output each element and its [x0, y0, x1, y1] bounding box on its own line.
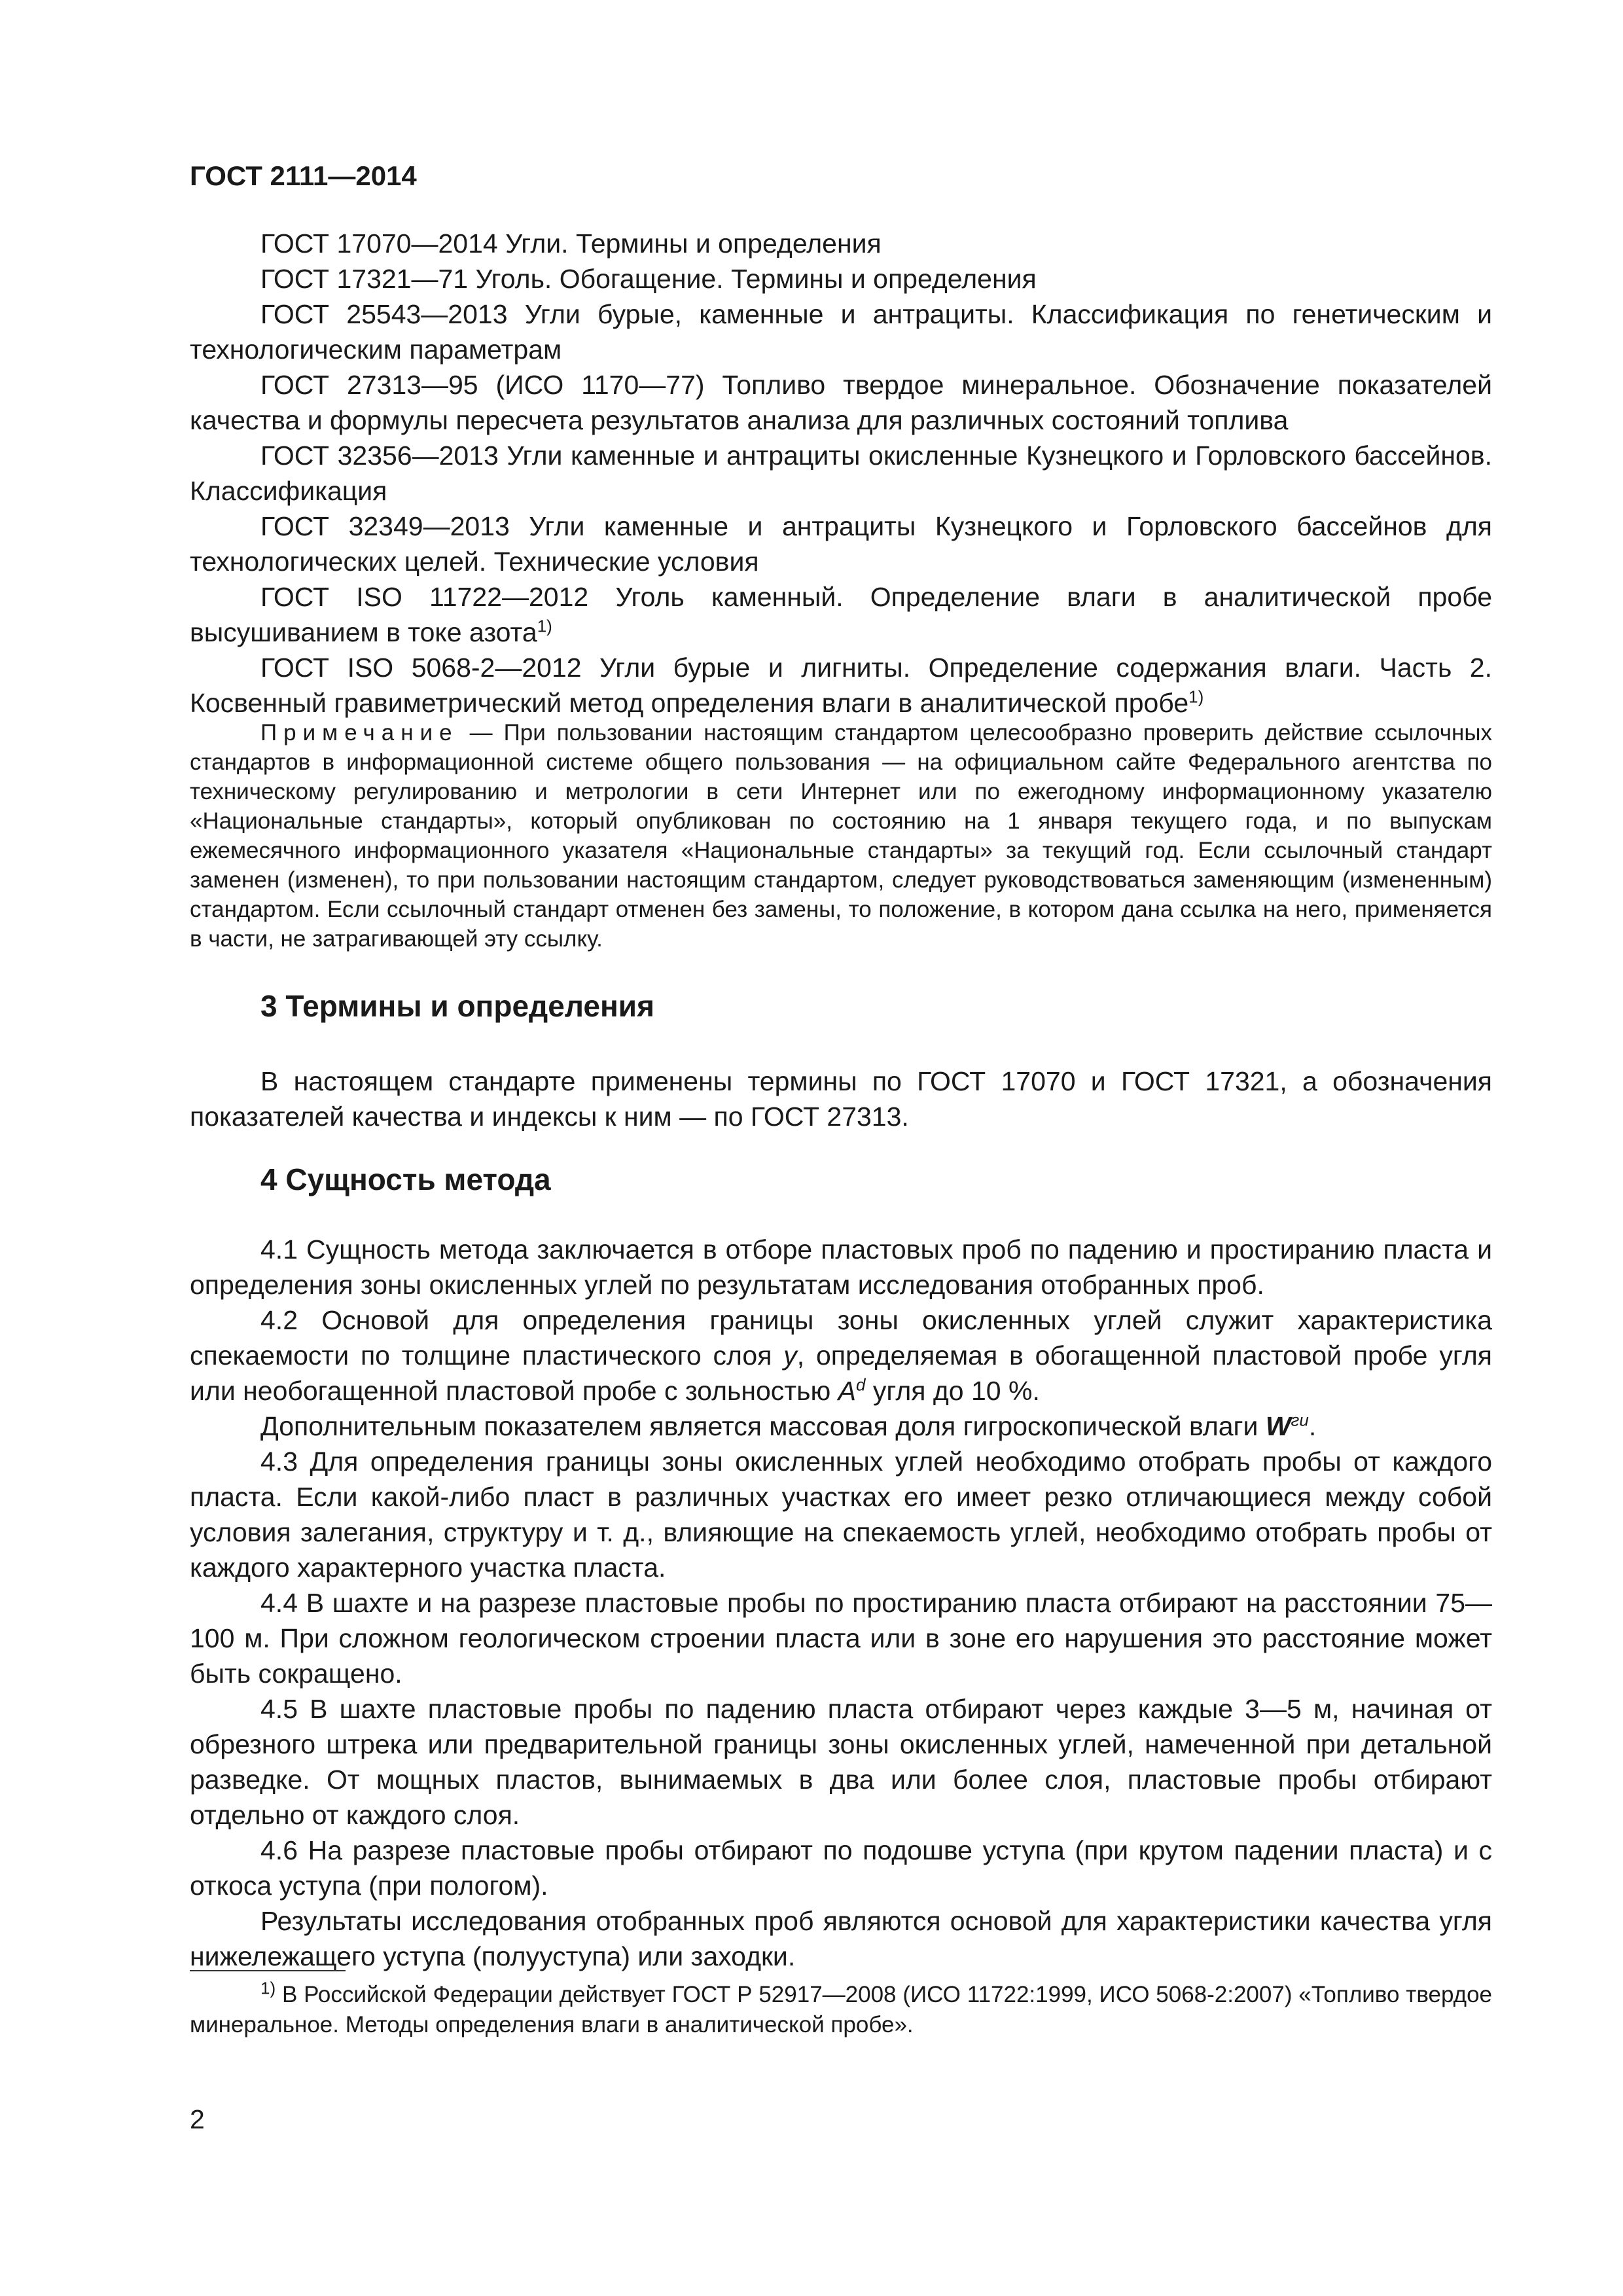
note-paragraph [190, 718, 1492, 954]
reference-item: ГОСТ 27313—95 (ИСО 1170—77) Топливо твердое минеральное. Обозначение показателей качества и формулы пересчета результатов анализа для различных состояний топлива [190, 370, 1492, 435]
normative-references-list [190, 226, 1492, 721]
footnote [190, 1980, 1492, 2040]
reference-item: ГОСТ 17070—2014 Угли. Термины и определения [260, 228, 882, 259]
clause-4-1: 4.1 Сущность метода заключается в отборе пластовых проб по падению и простиранию пласта и определения зоны окисленных углей по результатам исследования отобранных проб. [190, 1234, 1492, 1300]
clause-4-6: 4.6 На разрезе пластовые пробы отбирают по подошве уступа (при крутом падении пласта) и с откоса уступа (при пологом). [190, 1835, 1492, 1901]
section-3-text: В настоящем стандарте применены термины по ГОСТ 17070 и ГОСТ 17321, а обозначения показателей качества и индексы к ним — по ГОСТ 27313. [190, 1066, 1492, 1132]
reference-item: ГОСТ 25543—2013 Угли бурые, каменные и антрациты. Классификация по генетическим и технологическим параметрам [190, 299, 1492, 365]
section-4-heading: 4 Сущность метода [260, 1162, 551, 1196]
page-number: 2 [190, 2104, 205, 2134]
section-3-heading: 3 Термины и определения [260, 989, 654, 1023]
note-label: Примечание [260, 720, 459, 745]
section-3-body [190, 1064, 1492, 1134]
clause-4-5: 4.5 В шахте пластовые пробы по падению пласта отбирают через каждые 3—5 м, начиная от обрезного штрека или предварительной границы зоны окисленных углей, намеченной при детальной разведке. От мощных пластов, вынимаемых в два или более слоя, пластовые пробы отбирают отдельно от каждого слоя. [190, 1694, 1492, 1830]
document-header: ГОСТ 2111—2014 [190, 160, 417, 191]
footnote-divider [190, 1970, 346, 1971]
reference-item: ГОСТ 32349—2013 Угли каменные и антрациты Кузнецкого и Горловского бассейнов для технологических целей. Технические условия [190, 511, 1492, 577]
clause-4-4: 4.4 В шахте и на разрезе пластовые пробы по простиранию пласта отбирают на расстоянии 75—100 м. При сложном геологическом строении пласта или в зоне его нарушения это расстояние может быть сокращено. [190, 1588, 1492, 1689]
clause-4-3: 4.3 Для определения границы зоны окисленных углей необходимо отобрать пробы от каждого пласта. Если какой-либо пласт в различных участках его имеет резко отличающиеся между собой условия залегания, структуру и т. д., влияющие на спекаемость углей, необходимо отобрать пробы от каждого характерного участка пласта. [190, 1446, 1492, 1583]
clause-4-2: 4.2 Основой для определения границы зоны окисленных углей служит характеристика спекаемости по толщине пластического слоя y, определяемая в обогащенной пластовой пробе угля или необогащенной пластовой пробе с зольностью $A^d$ угля до 10 %. [190, 1305, 1492, 1406]
footnote-marker: 1) [537, 616, 552, 636]
reference-item: ГОСТ 32356—2013 Угли каменные и антрациты окисленные Кузнецкого и Горловского бассейнов. Классификация [190, 440, 1492, 506]
note-text: — При пользовании настоящим стандартом целесообразно проверить действие ссылочных стандартов в информационной системе общего пользования — на официальном сайте Федерального агентства по техническому регулированию и метрологии в сети Интернет или по ежегодному информационному указателю «Национальные стандарты», который опубликован по состоянию на 1 января текущего года, и по выпускам ежемесячного информационного указателя «Национальные стандарты» за текущий год. Если ссылочный стандарт заменен (изменен), то при пользовании настоящим стандартом, следует руководствоваться заменяющим (измененным) стандартом. Если ссылочный стандарт отменен без замены, то положение, в котором дана ссылка на него, применяется в части, не затрагивающей эту ссылку. [190, 720, 1492, 952]
footnote-mark: 1) [260, 1978, 276, 1998]
additional-indicator: Дополнительным показателем является массовая доля гигроскопической влаги $W^{ги}$. [260, 1410, 1317, 1441]
section-4-body [190, 1232, 1492, 1974]
reference-item: ГОСТ ISO 11722—2012 Уголь каменный. Определение влаги в аналитической пробе высушиванием в токе азота$^{1)}$ [190, 582, 1492, 647]
footnote-marker: 1) [1188, 687, 1204, 707]
reference-item: ГОСТ 17321—71 Уголь. Обогащение. Термины и определения [260, 264, 1037, 294]
reference-item: ГОСТ ISO 5068-2—2012 Угли бурые и лигниты. Определение содержания влаги. Часть 2. Косвенный гравиметрический метод определения влаги в аналитической пробе$^{1)}$ [190, 653, 1492, 718]
footnote-text: В Российской Федерации действует ГОСТ Р 52917—2008 (ИСО 11722:1999, ИСО 5068-2:2007) «Топливо твердое минеральное. Методы определения влаги в аналитической пробе». [190, 1982, 1492, 2037]
results-paragraph: Результаты исследования отобранных проб являются основой для характеристики качества угля нижележащего уступа (полууступа) или заходки. [190, 1906, 1492, 1971]
